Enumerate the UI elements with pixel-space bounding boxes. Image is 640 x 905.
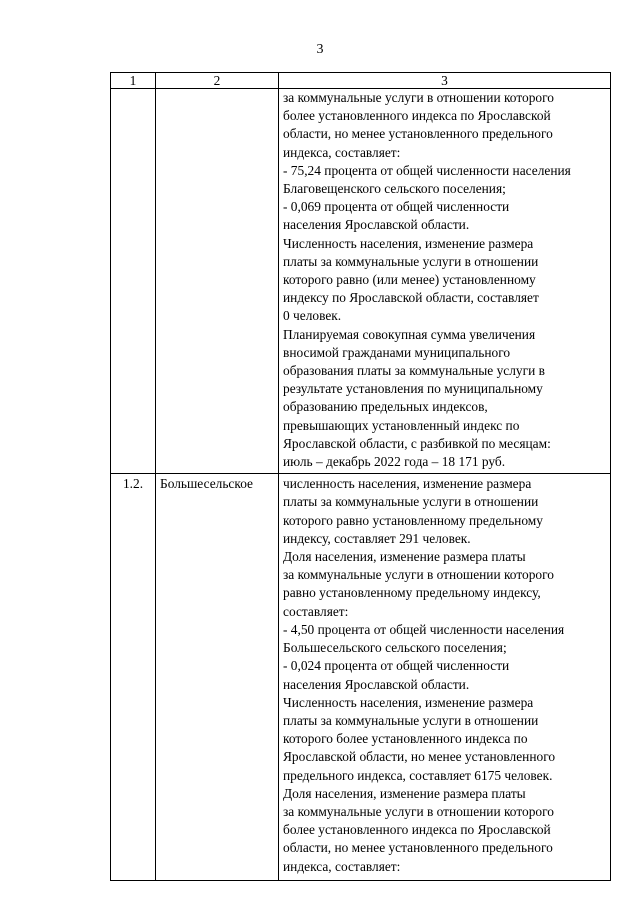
text-line: за коммунальные услуги в отношении которого <box>283 567 554 583</box>
row-number-cell: 1.2. <box>111 474 156 880</box>
column-header-1: 1 <box>111 73 156 89</box>
column-header-3: 3 <box>279 73 611 89</box>
text-line: Доля населения, изменение размера платы <box>283 549 526 565</box>
row-content-cell <box>279 89 611 474</box>
text-line: которого равно (или менее) установленному <box>283 272 536 288</box>
text-line: населения Ярославской области. <box>283 217 470 233</box>
table-row <box>111 474 611 880</box>
text-line: вносимой гражданами муниципального <box>283 344 511 360</box>
text-line: 0 человек. <box>283 308 342 324</box>
text-line: - 75,24 процента от общей численности населения <box>283 162 571 178</box>
text-line: платы за коммунальные услуги в отношении <box>283 712 539 728</box>
text-line: образования платы за коммунальные услуги в <box>283 363 545 379</box>
table-row <box>111 89 611 474</box>
text-line: населения Ярославской области. <box>283 676 470 692</box>
text-line: области, но менее установленного предельного <box>283 840 553 856</box>
settlement-name-cell <box>156 89 279 474</box>
text-line: Благовещенского сельского поселения; <box>283 181 506 197</box>
text-line: - 4,50 процента от общей численности населения <box>283 621 565 637</box>
text-line: Ярославской области, но менее установленного <box>283 749 556 765</box>
text-line: более установленного индекса по Ярославской <box>283 822 551 838</box>
text-line: индексу, составляет 291 человек. <box>283 530 471 546</box>
settlement-name-cell: Большесельское <box>156 474 279 880</box>
text-line: равно установленному предельному индексу, <box>283 585 541 601</box>
row-content-text <box>283 89 606 471</box>
text-line: за коммунальные услуги в отношении которого <box>283 803 554 819</box>
text-line: образованию предельных индексов, <box>283 399 488 415</box>
text-line: более установленного индекса по Ярославской <box>283 108 551 124</box>
text-line: платы за коммунальные услуги в отношении <box>283 494 539 510</box>
text-line: которого более установленного индекса по <box>283 731 528 747</box>
text-line: июль – декабрь 2022 года – 18 171 руб. <box>283 454 506 470</box>
text-line: за коммунальные услуги в отношении которого <box>283 90 554 105</box>
text-line: результате установления по муниципальному <box>283 381 543 397</box>
data-table <box>110 72 611 881</box>
text-line: превышающих установленный индекс по <box>283 417 520 433</box>
text-line: Ярославской области, с разбивкой по месяцам: <box>283 435 551 451</box>
text-line: - 0,024 процента от общей численности <box>283 658 510 674</box>
text-line: индексу по Ярославской области, составляет <box>283 290 539 306</box>
text-line: составляет: <box>283 603 349 619</box>
column-header-2: 2 <box>156 73 279 89</box>
text-line: - 0,069 процента от общей численности <box>283 199 510 215</box>
text-line: численность населения, изменение размера <box>283 476 532 492</box>
text-line: Численность населения, изменение размера <box>283 694 534 710</box>
text-line: предельного индекса, составляет 6175 человек. <box>283 767 553 783</box>
text-line: Доля населения, изменение размера платы <box>283 785 526 801</box>
text-line: платы за коммунальные услуги в отношении <box>283 253 539 269</box>
page-number: 3 <box>316 42 324 57</box>
table-header-row <box>111 73 611 89</box>
row-content-text <box>283 475 606 875</box>
text-line: области, но менее установленного предельного <box>283 126 553 142</box>
text-line: Большесельского сельского поселения; <box>283 640 507 656</box>
text-line: Планируемая совокупная сумма увеличения <box>283 326 536 342</box>
row-content-cell <box>279 474 611 880</box>
row-number-cell <box>111 89 156 474</box>
text-line: индекса, составляет: <box>283 858 401 874</box>
text-line: которого равно установленному предельному <box>283 512 543 528</box>
text-line: Численность населения, изменение размера <box>283 235 534 251</box>
text-line: индекса, составляет: <box>283 144 401 160</box>
